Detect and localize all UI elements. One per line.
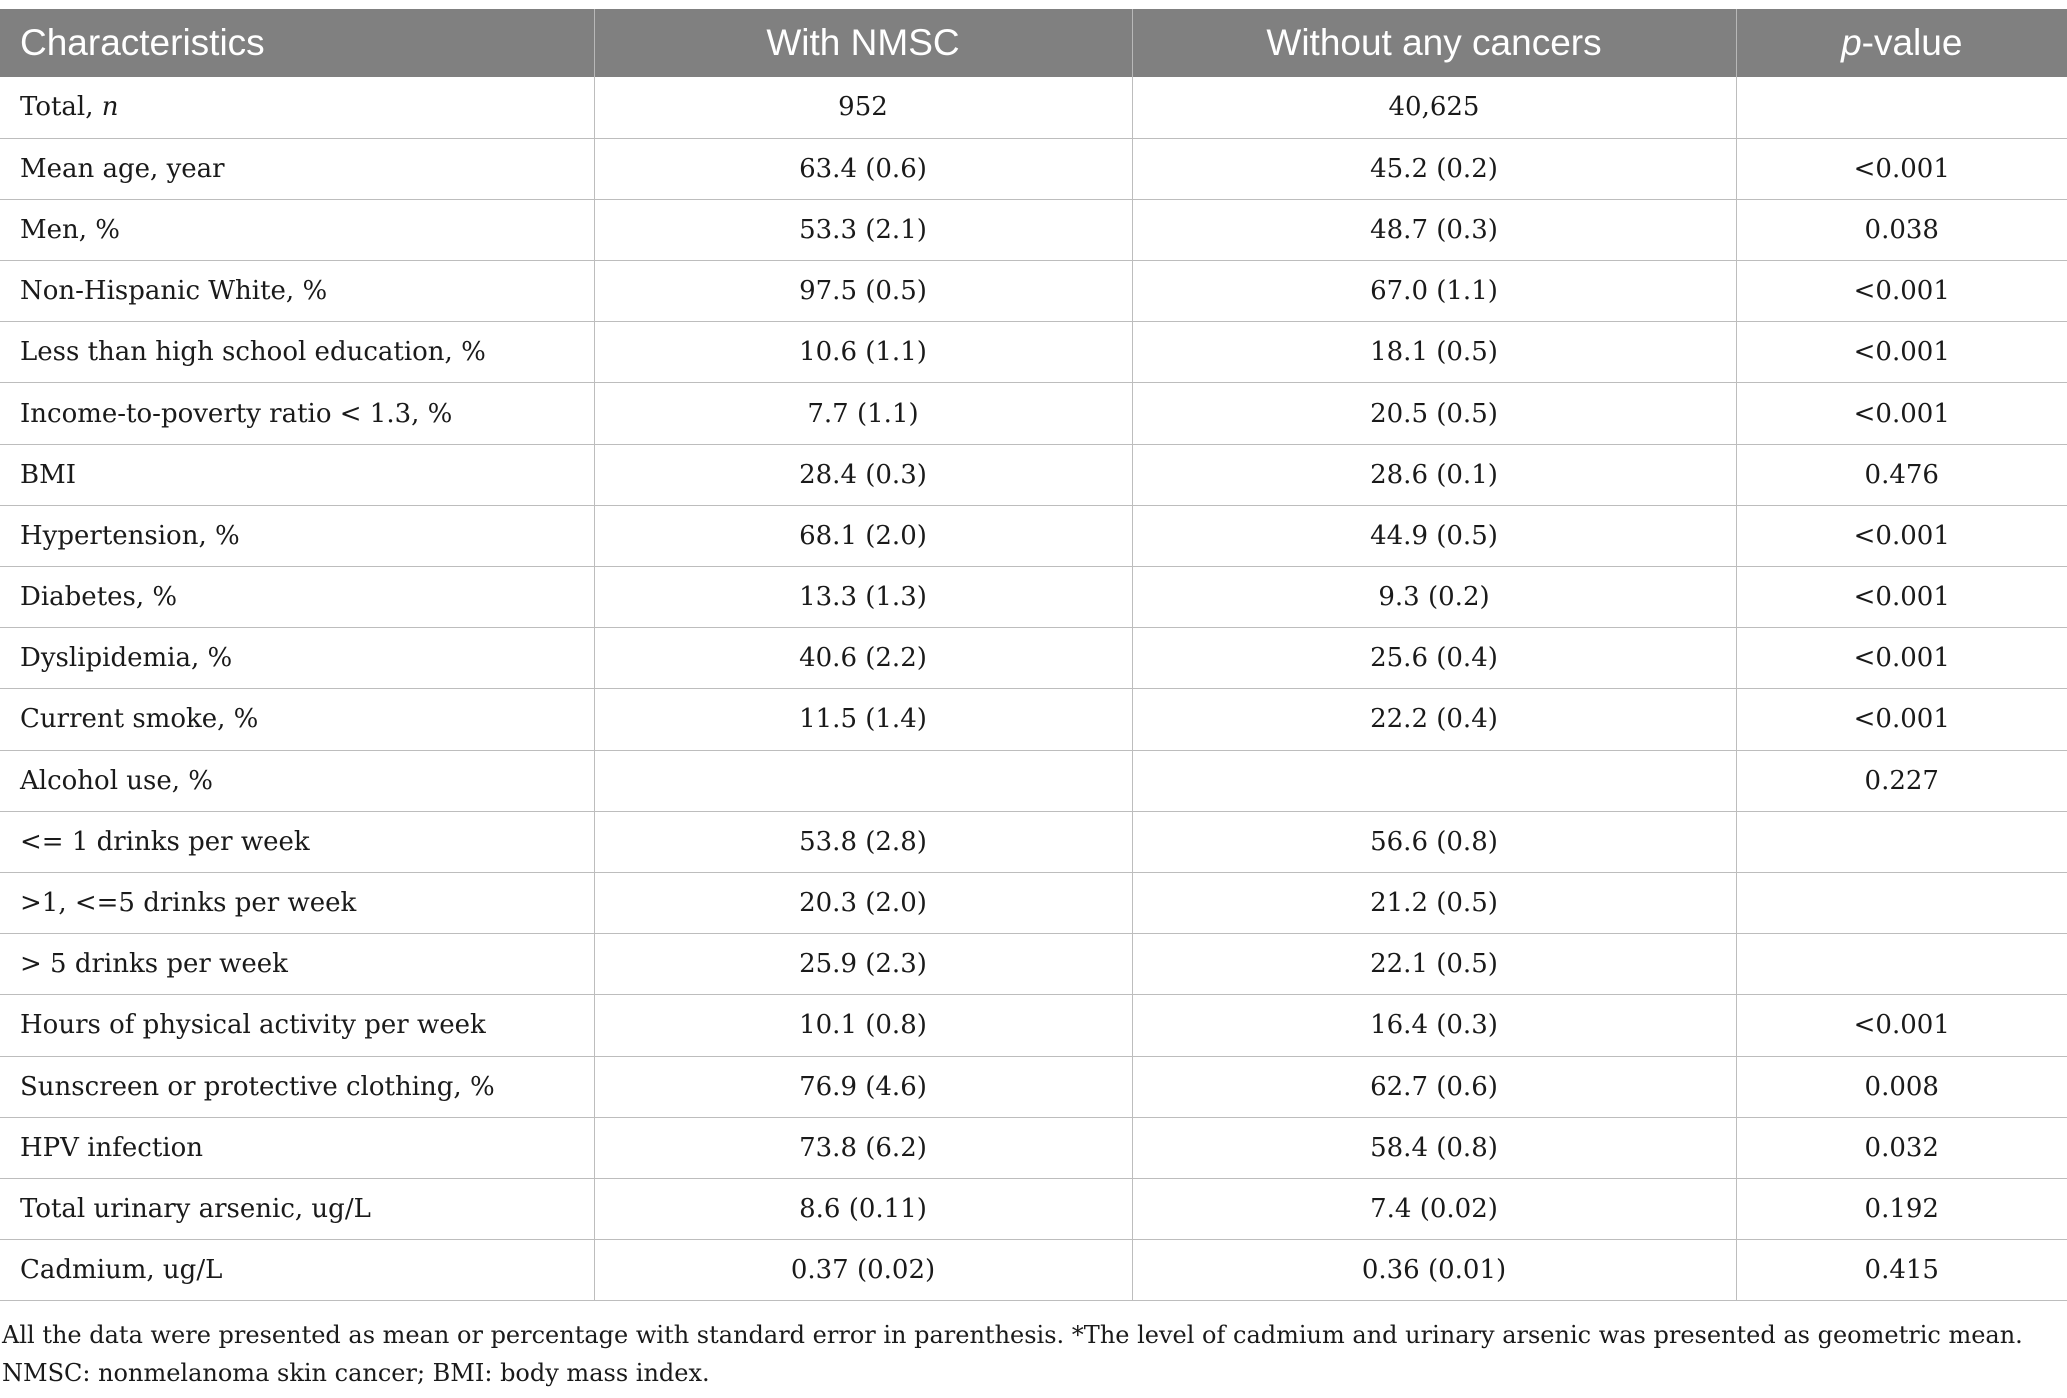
cell-without-cancers <box>1132 750 1736 811</box>
row-label: Less than high school education, % <box>0 322 594 383</box>
cell-without-cancers: 21.2 (0.5) <box>1132 872 1736 933</box>
cell-p-value: 0.476 <box>1736 444 2067 505</box>
row-label: Cadmium, ug/L <box>0 1240 594 1301</box>
table-row <box>0 995 2067 1056</box>
row-label: Current smoke, % <box>0 689 594 750</box>
cell-p-value: 0.415 <box>1736 1240 2067 1301</box>
cell-with-nmsc: 28.4 (0.3) <box>594 444 1132 505</box>
characteristics-table <box>0 9 2067 1301</box>
cell-with-nmsc: 63.4 (0.6) <box>594 138 1132 199</box>
cell-p-value: <0.001 <box>1736 261 2067 322</box>
table-row <box>0 567 2067 628</box>
cell-p-value: <0.001 <box>1736 505 2067 566</box>
row-label: <= 1 drinks per week <box>0 811 594 872</box>
cell-without-cancers: 22.2 (0.4) <box>1132 689 1736 750</box>
table-row <box>0 1117 2067 1178</box>
cell-with-nmsc: 53.3 (2.1) <box>594 199 1132 260</box>
header-p-italic: p <box>1841 22 1862 63</box>
cell-p-value: <0.001 <box>1736 567 2067 628</box>
row-label: Hypertension, % <box>0 505 594 566</box>
row-label: Diabetes, % <box>0 567 594 628</box>
cell-p-value: 0.192 <box>1736 1178 2067 1239</box>
table-row <box>0 872 2067 933</box>
cell-without-cancers: 16.4 (0.3) <box>1132 995 1736 1056</box>
cell-with-nmsc: 76.9 (4.6) <box>594 1056 1132 1117</box>
cell-p-value: <0.001 <box>1736 995 2067 1056</box>
cell-p-value: <0.001 <box>1736 628 2067 689</box>
row-label: HPV infection <box>0 1117 594 1178</box>
table-row <box>0 1178 2067 1239</box>
cell-with-nmsc: 68.1 (2.0) <box>594 505 1132 566</box>
table-header <box>0 9 2067 77</box>
cell-without-cancers: 28.6 (0.1) <box>1132 444 1736 505</box>
table-row <box>0 322 2067 383</box>
cell-without-cancers: 18.1 (0.5) <box>1132 322 1736 383</box>
cell-p-value: 0.008 <box>1736 1056 2067 1117</box>
cell-without-cancers: 9.3 (0.2) <box>1132 567 1736 628</box>
cell-without-cancers: 7.4 (0.02) <box>1132 1178 1736 1239</box>
row-label: Income-to-poverty ratio < 1.3, % <box>0 383 594 444</box>
row-label: >1, <=5 drinks per week <box>0 872 594 933</box>
cell-with-nmsc: 73.8 (6.2) <box>594 1117 1132 1178</box>
cell-with-nmsc: 952 <box>594 77 1132 138</box>
cell-with-nmsc: 7.7 (1.1) <box>594 383 1132 444</box>
cell-with-nmsc: 13.3 (1.3) <box>594 567 1132 628</box>
cell-without-cancers: 20.5 (0.5) <box>1132 383 1736 444</box>
cell-without-cancers: 0.36 (0.01) <box>1132 1240 1736 1301</box>
row-label: Sunscreen or protective clothing, % <box>0 1056 594 1117</box>
table-row <box>0 444 2067 505</box>
cell-without-cancers: 44.9 (0.5) <box>1132 505 1736 566</box>
header-p-value <box>1736 9 2067 77</box>
cell-p-value <box>1736 872 2067 933</box>
cell-with-nmsc: 25.9 (2.3) <box>594 934 1132 995</box>
cell-p-value <box>1736 811 2067 872</box>
cell-with-nmsc: 97.5 (0.5) <box>594 261 1132 322</box>
cell-with-nmsc: 40.6 (2.2) <box>594 628 1132 689</box>
table-row <box>0 505 2067 566</box>
cell-without-cancers: 40,625 <box>1132 77 1736 138</box>
row-label: Mean age, year <box>0 138 594 199</box>
cell-p-value <box>1736 934 2067 995</box>
cell-without-cancers: 25.6 (0.4) <box>1132 628 1736 689</box>
cell-p-value: <0.001 <box>1736 689 2067 750</box>
cell-p-value: <0.001 <box>1736 138 2067 199</box>
cell-p-value: <0.001 <box>1736 322 2067 383</box>
cell-p-value: <0.001 <box>1736 383 2067 444</box>
table-row <box>0 1240 2067 1301</box>
cell-p-value <box>1736 77 2067 138</box>
row-label: BMI <box>0 444 594 505</box>
cell-with-nmsc: 10.6 (1.1) <box>594 322 1132 383</box>
table-row <box>0 261 2067 322</box>
header-row <box>0 9 2067 77</box>
cell-without-cancers: 67.0 (1.1) <box>1132 261 1736 322</box>
table-row <box>0 383 2067 444</box>
cell-without-cancers: 22.1 (0.5) <box>1132 934 1736 995</box>
table-body <box>0 77 2067 1301</box>
table-row <box>0 1056 2067 1117</box>
row-label: Men, % <box>0 199 594 260</box>
table-row <box>0 199 2067 260</box>
cell-with-nmsc: 11.5 (1.4) <box>594 689 1132 750</box>
table-row <box>0 689 2067 750</box>
row-label: Hours of physical activity per week <box>0 995 594 1056</box>
table-row <box>0 934 2067 995</box>
cell-without-cancers: 48.7 (0.3) <box>1132 199 1736 260</box>
row-label: Alcohol use, % <box>0 750 594 811</box>
table-footnote: All the data were presented as mean or percentage with standard error in parenthesis. *The level of cadmium and urinary arsenic was presented as geometric mean. NMSC: nonmelanoma skin cancer; BMI: body mass index. <box>2 1321 2023 1387</box>
row-label: Dyslipidemia, % <box>0 628 594 689</box>
characteristics-table-container <box>0 9 2067 1301</box>
cell-with-nmsc: 8.6 (0.11) <box>594 1178 1132 1239</box>
cell-without-cancers: 58.4 (0.8) <box>1132 1117 1736 1178</box>
row-label: > 5 drinks per week <box>0 934 594 995</box>
table-row <box>0 77 2067 138</box>
cell-p-value: 0.038 <box>1736 199 2067 260</box>
cell-without-cancers: 62.7 (0.6) <box>1132 1056 1736 1117</box>
table-row <box>0 138 2067 199</box>
table-row <box>0 628 2067 689</box>
cell-p-value: 0.032 <box>1736 1117 2067 1178</box>
table-row <box>0 750 2067 811</box>
cell-p-value: 0.227 <box>1736 750 2067 811</box>
header-characteristics: Characteristics <box>0 9 594 77</box>
cell-without-cancers: 45.2 (0.2) <box>1132 138 1736 199</box>
header-without-cancers: Without any cancers <box>1132 9 1736 77</box>
row-label: Total urinary arsenic, ug/L <box>0 1178 594 1239</box>
cell-with-nmsc <box>594 750 1132 811</box>
cell-without-cancers: 56.6 (0.8) <box>1132 811 1736 872</box>
cell-with-nmsc: 10.1 (0.8) <box>594 995 1132 1056</box>
cell-with-nmsc: 53.8 (2.8) <box>594 811 1132 872</box>
header-with-nmsc: With NMSC <box>594 9 1132 77</box>
cell-with-nmsc: 20.3 (2.0) <box>594 872 1132 933</box>
table-row <box>0 811 2067 872</box>
header-p-rest: -value <box>1861 22 1963 63</box>
row-label: Non-Hispanic White, % <box>0 261 594 322</box>
row-label: Total, n <box>0 77 594 138</box>
cell-with-nmsc: 0.37 (0.02) <box>594 1240 1132 1301</box>
